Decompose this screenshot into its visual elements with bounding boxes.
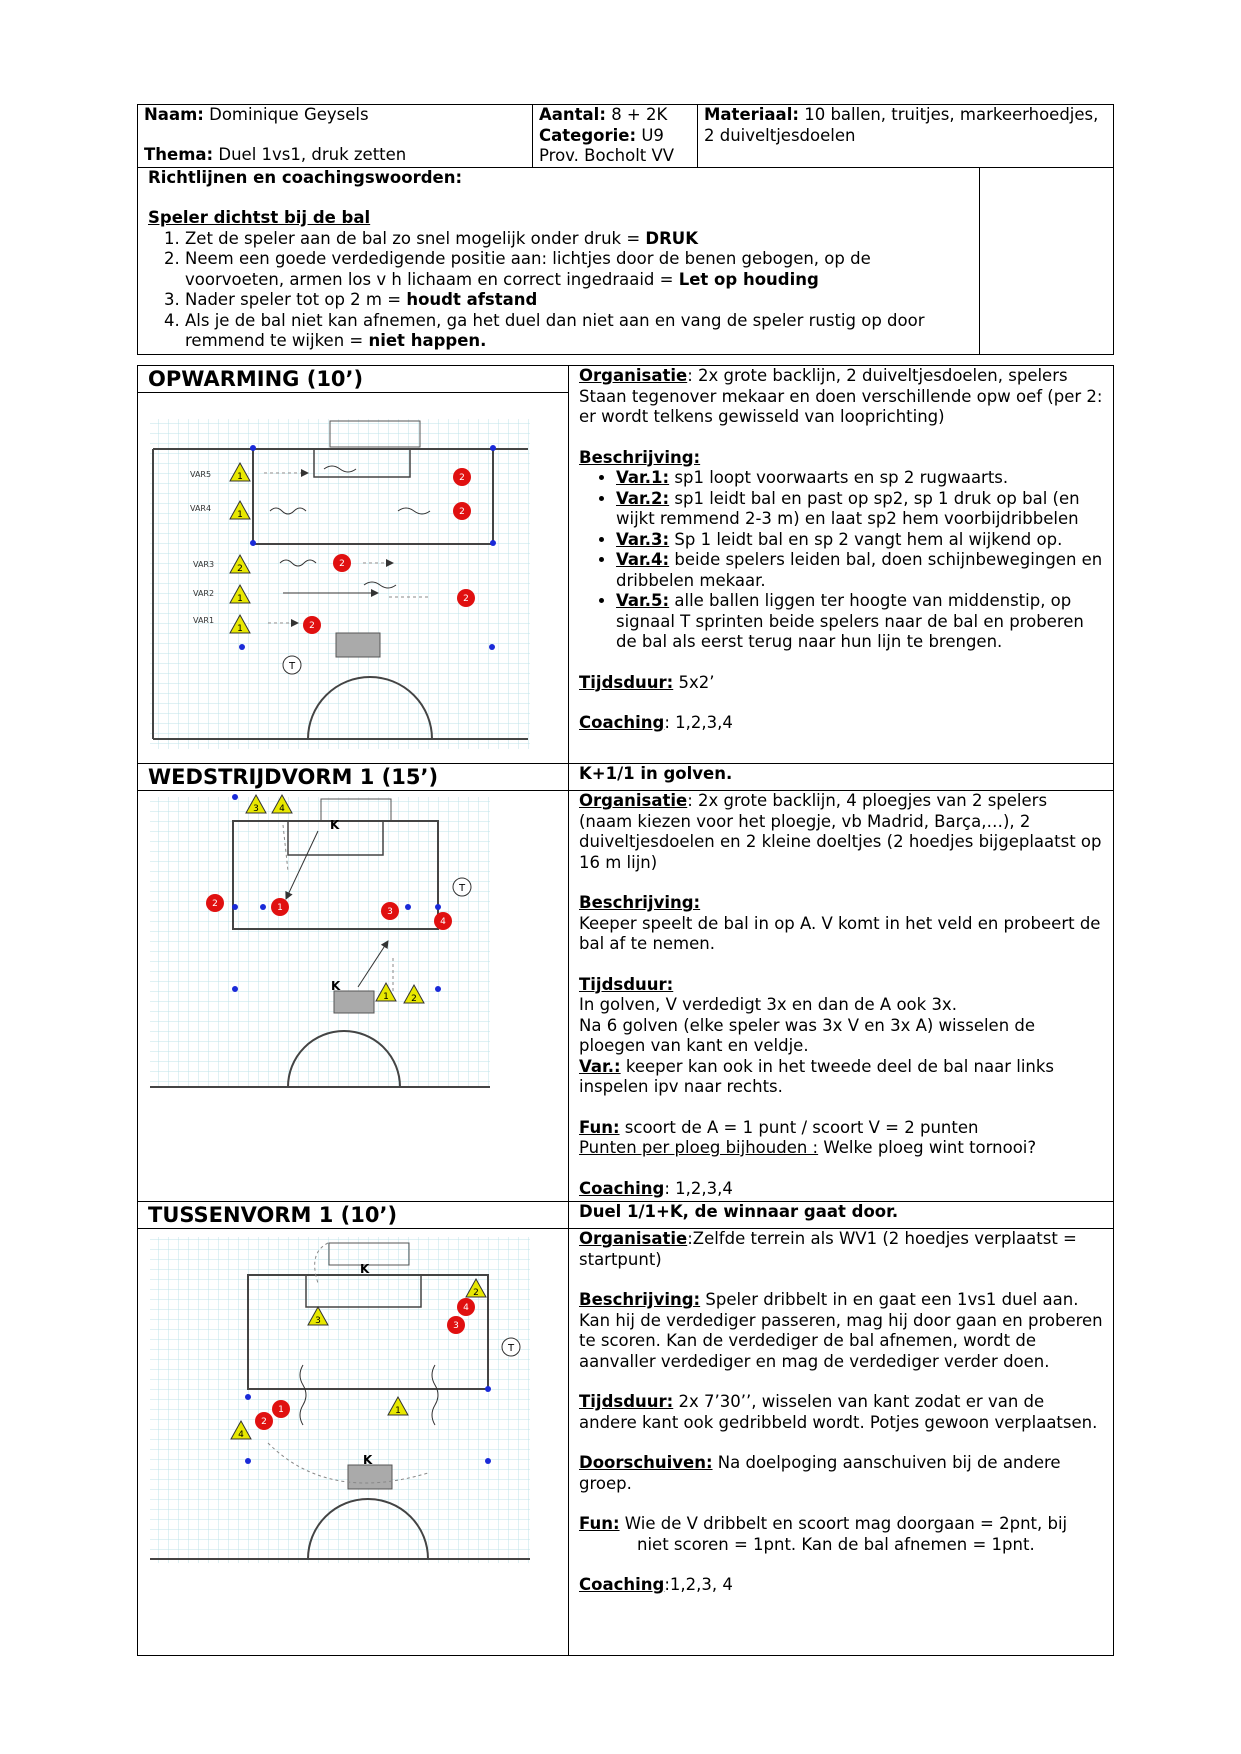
wedstrijdvorm-text: Organisatie: 2x grote backlijn, 4 ploegjes van 2 spelers (naam kiezen voor het ploegje, vb Madrid, Barça,…), 2 duiveltjesdoelen en 2 kleine doeltjes (2 hoedjes bijgeplaatst op 16 m lijn) Beschrijving: Keeper speelt de bal in op A. V komt in het veld en probeert de bal af te nemen. Tijdsduur: In golven, V verdedigt 3x en dan de A ook 3x. Na 6 golven (elke speler was 3x V en 3x A) wisselen de ploegen van kant en veldje. Var.: keeper kan ook in het tweede deel de bal naar links inspelen ipv naar rechts. Fun: scoort de A = 1 punt / scoort V = 2 punten Punten per ploeg bijhouden : Welke ploeg wint tornooi? Coaching: 1,2,3,4 xyxy=(569,791,1114,1202)
materiaal-cell xyxy=(698,105,1114,168)
svg-text:4: 4 xyxy=(279,804,285,814)
list-item: • Var.2: sp1 leidt bal en past op sp2, sp 1 druk op bal (en wijkt remmend 2-3 m) en laat sp2 hem voorbijdribbelen xyxy=(616,489,1103,530)
tussenvorm-diagram-cell xyxy=(138,1229,569,1656)
richtlijnen-list xyxy=(148,229,973,352)
svg-text:4: 4 xyxy=(440,917,446,927)
svg-text:3: 3 xyxy=(453,1321,459,1331)
svg-text:T: T xyxy=(458,883,466,894)
svg-text:VAR1: VAR1 xyxy=(193,616,215,625)
aantal-label: Aantal: xyxy=(539,105,606,124)
svg-text:2: 2 xyxy=(459,473,465,483)
svg-text:4: 4 xyxy=(463,1303,469,1313)
categorie-label: Categorie: xyxy=(539,125,637,145)
svg-text:1: 1 xyxy=(383,992,389,1002)
svg-text:1: 1 xyxy=(278,1405,284,1415)
svg-text:1: 1 xyxy=(277,903,283,913)
header-table xyxy=(137,104,1114,355)
aantal-cell xyxy=(533,105,698,168)
svg-text:1: 1 xyxy=(237,624,243,634)
svg-text:3: 3 xyxy=(253,804,259,814)
club-name: Prov. Bocholt VV xyxy=(539,146,675,165)
svg-text:K: K xyxy=(330,818,340,832)
svg-text:T: T xyxy=(507,1343,515,1354)
tussenvorm-subtitle: Duel 1/1+K, de winnaar gaat door. xyxy=(569,1202,1114,1229)
list-item: • Var.1: sp1 loopt voorwaarts en sp 2 rugwaarts. xyxy=(616,468,1103,489)
list-item: • Var.3: Sp 1 leidt bal en sp 2 vangt hem al wijkend op. xyxy=(616,530,1103,551)
naam-label: Naam: xyxy=(144,105,204,124)
svg-text:K: K xyxy=(360,1262,370,1276)
svg-text:2: 2 xyxy=(463,594,469,604)
opwarming-text: Organisatie: 2x grote backlijn, 2 duiveltjesdoelen, spelers Staan tegenover mekaar en doen verschillende opw oef (per 2: er wordt telkens gewisseld van looprichting) Beschrijving: • Var.1: sp1 loopt voorwaarts en sp 2 rugwaarts. • Var.2: sp1 leidt bal en past op sp2, sp 1 druk op bal (en wijkt remmend 2-3 m) en laat sp2 hem voorbijdribbelen • Var.3: Sp 1 leidt bal en sp 2 vangt hem al wijkend op. • Var.4: beide spelers leiden bal, doen schijnbewegingen en dribbelen mekaar. • Var.5: alle ballen liggen ter hoogte van middenstip, op signaal T sprinten beide spelers naar de bal en proberen de bal als eerst terug naar hun lijn te brengen. Tijdsduur: 5x2’ Coaching: 1,2,3,4 xyxy=(569,366,1114,764)
svg-text:1: 1 xyxy=(237,510,243,520)
svg-text:VAR2: VAR2 xyxy=(193,589,215,598)
list-item: • Var.4: beide spelers leiden bal, doen schijnbewegingen en dribbelen mekaar. xyxy=(616,550,1103,591)
tussenvorm-title: TUSSENVORM 1 (10’) xyxy=(138,1202,569,1229)
list-item: 2. Neem een goede verdedigende positie aan: lichtjes door de benen gebogen, op de voorvoeten, armen los v h lichaam en correct ingedraaid = Let op houding xyxy=(185,249,973,290)
svg-text:2: 2 xyxy=(473,1288,479,1298)
list-item: • Var.5: alle ballen liggen ter hoogte van middenstip, op signaal T sprinten beide spelers naar de bal en proberen de bal als eerst terug naar hun lijn te brengen. xyxy=(616,591,1103,653)
svg-text:4: 4 xyxy=(238,1430,244,1440)
materiaal-value: 10 ballen, truitjes, markeerhoedjes, 2 duiveltjesdoelen xyxy=(704,105,1099,145)
list-item: 3. Nader speler tot op 2 m = houdt afstand xyxy=(185,290,973,311)
materiaal-label: Materiaal: xyxy=(704,105,799,124)
tussenvorm-text: Organisatie:Zelfde terrein als WV1 (2 hoedjes verplaatst = startpunt) Beschrijving: Speler dribbelt in en gaat een 1vs1 duel aan. Kan hij de verdediger passeren, mag hij door gaan en proberen te scoren. Kan de verdediger de bal afnemen, wordt de aanvaller verdediger en mag de verdediger verder doen. Tijdsduur: 2x 7’30’’, wisselen van kant zodat er van de andere kant ook gedribbeld wordt. Potjes gewoon verplaatsen. Doorschuiven: Na doelpoging aanschuiven bij de andere groep. Fun: Wie de V dribbelt en scoort mag doorgaan = 2pnt, bij niet scoren = 1pnt. Kan de bal afnemen = 1pnt. Coaching:1,2,3, 4 xyxy=(569,1229,1114,1656)
categorie-value: U9 xyxy=(641,125,664,145)
richtlijnen-subtitle: Speler dichtst bij de bal xyxy=(148,208,371,227)
aantal-value: 8 + 2K xyxy=(611,105,668,124)
opwarming-diagram-cell xyxy=(138,393,569,764)
list-item: 4. Als je de bal niet kan afnemen, ga het duel dan niet aan en vang de speler rustig op door remmend te wijken = niet happen. xyxy=(185,311,973,352)
svg-text:2: 2 xyxy=(411,994,417,1004)
svg-text:T: T xyxy=(288,661,296,672)
svg-text:K: K xyxy=(331,979,341,993)
opwarming-diagram xyxy=(138,393,548,763)
wedstrijdvorm-title: WEDSTRIJDVORM 1 (15’) xyxy=(138,764,569,791)
wedstrijdvorm-diagram xyxy=(138,791,548,1201)
wedstrijdvorm-diagram-cell xyxy=(138,791,569,1202)
empty-cell xyxy=(980,168,1113,354)
thema-label: Thema: xyxy=(144,145,214,164)
svg-text:2: 2 xyxy=(237,564,243,574)
svg-text:1: 1 xyxy=(395,1406,401,1416)
naam-cell xyxy=(138,105,533,168)
svg-text:2: 2 xyxy=(261,1417,267,1427)
list-item: 1. Zet de speler aan de bal zo snel mogelijk onder druk = DRUK xyxy=(185,229,973,250)
svg-text:VAR5: VAR5 xyxy=(190,470,212,479)
wedstrijdvorm-subtitle: K+1/1 in golven. xyxy=(569,764,1114,791)
svg-text:K: K xyxy=(363,1453,373,1467)
svg-text:1: 1 xyxy=(237,472,243,482)
svg-text:VAR3: VAR3 xyxy=(193,560,215,569)
svg-text:2: 2 xyxy=(339,559,345,569)
svg-text:3: 3 xyxy=(387,907,393,917)
thema-value: Duel 1vs1, druk zetten xyxy=(218,145,407,164)
exercise-table xyxy=(137,365,1114,1656)
naam-value: Dominique Geysels xyxy=(209,105,369,124)
richtlijnen-title: Richtlijnen en coachingswoorden: xyxy=(148,167,463,187)
tussenvorm-diagram xyxy=(138,1229,548,1655)
svg-text:1: 1 xyxy=(237,594,243,604)
richtlijnen-cell xyxy=(138,167,1114,354)
opwarming-title: OPWARMING (10’) xyxy=(138,366,569,393)
svg-text:2: 2 xyxy=(309,621,315,631)
svg-text:2: 2 xyxy=(459,507,465,517)
svg-text:VAR4: VAR4 xyxy=(190,504,212,513)
svg-text:2: 2 xyxy=(212,899,218,909)
svg-text:3: 3 xyxy=(315,1316,321,1326)
